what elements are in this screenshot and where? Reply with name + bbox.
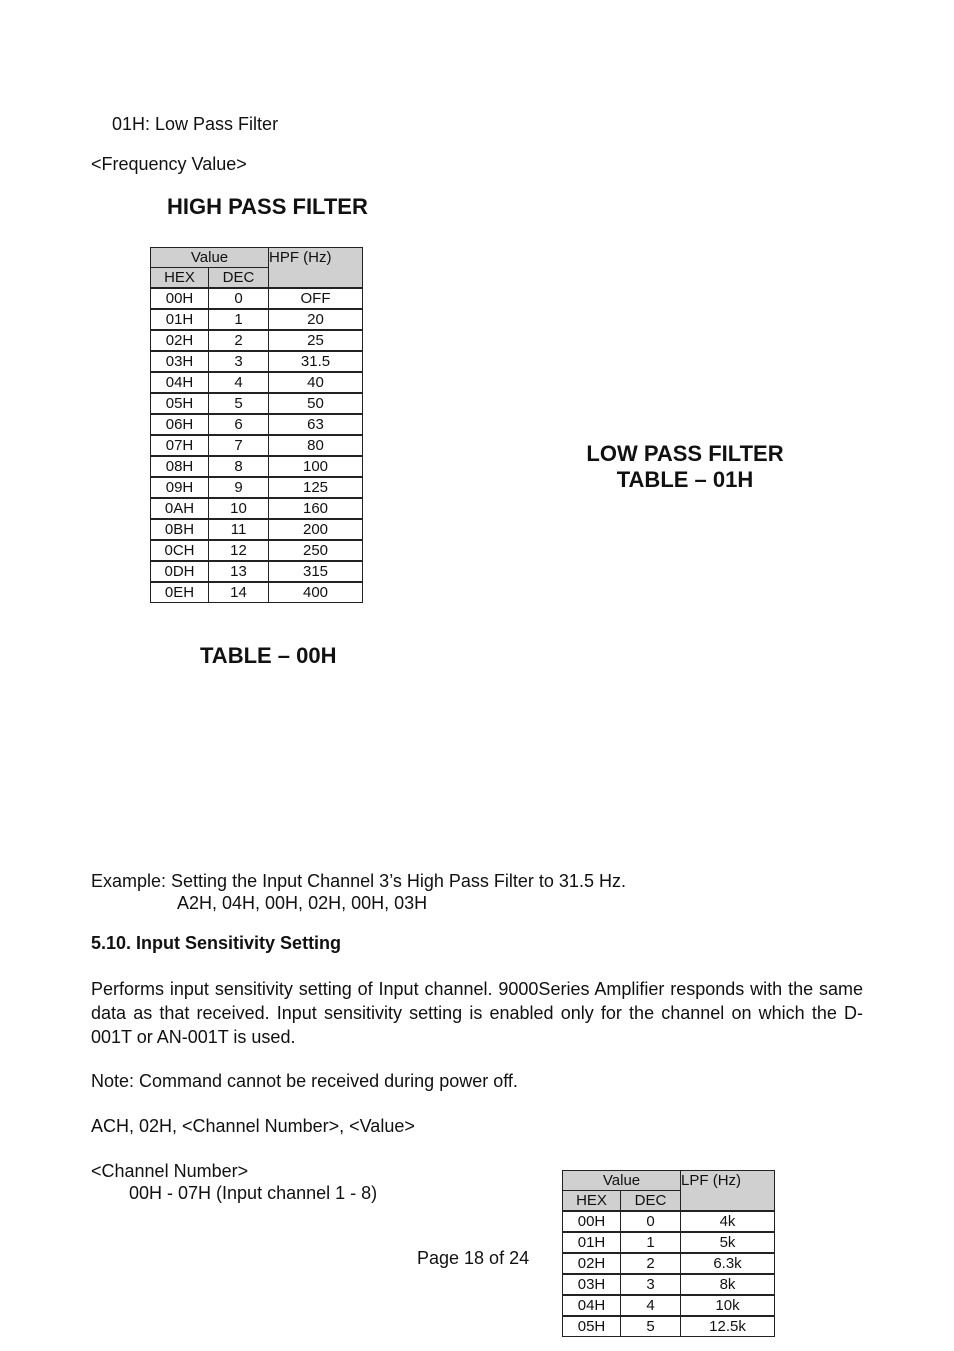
hpf-cell-hex: 07H bbox=[151, 435, 209, 456]
section-paragraph: Performs input sensitivity setting of Input channel. 9000Series Amplifier responds with the same data as that received. Input sensitivity setting is enabled only for the channel on which the D-001T or AN-001T is used. bbox=[91, 979, 863, 1047]
hpf-cell-dec: 12 bbox=[209, 540, 269, 561]
section-note: Note: Command cannot be received during power off. bbox=[91, 1071, 518, 1091]
hpf-cell-val: 200 bbox=[269, 519, 363, 540]
lpf-header-unit: LPF (Hz) bbox=[681, 1171, 775, 1212]
hpf-row bbox=[151, 435, 363, 456]
hpf-cell-val: 250 bbox=[269, 540, 363, 561]
lpf-cell-val: 12.5k bbox=[681, 1316, 775, 1337]
hpf-cell-dec: 2 bbox=[209, 330, 269, 351]
hpf-header-dec: DEC bbox=[209, 268, 269, 289]
hpf-cell-val: 20 bbox=[269, 309, 363, 330]
lpf-cell-dec: 1 bbox=[621, 1232, 681, 1253]
lpf-cell-dec: 2 bbox=[621, 1253, 681, 1274]
hpf-cell-hex: 08H bbox=[151, 456, 209, 477]
lpf-cell-val: 6.3k bbox=[681, 1253, 775, 1274]
hpf-cell-hex: 03H bbox=[151, 351, 209, 372]
hpf-header-value: Value bbox=[151, 248, 269, 268]
hpf-cell-hex: 09H bbox=[151, 477, 209, 498]
lpf-header-hex: HEX bbox=[563, 1191, 621, 1212]
hpf-cell-val: 31.5 bbox=[269, 351, 363, 372]
lpf-row bbox=[563, 1316, 775, 1337]
channel-number-range: 00H - 07H (Input channel 1 - 8) bbox=[129, 1183, 378, 1203]
hpf-cell-dec: 6 bbox=[209, 414, 269, 435]
lpf-cell-hex: 00H bbox=[563, 1211, 621, 1232]
hpf-cell-hex: 04H bbox=[151, 372, 209, 393]
lpf-cell-val: 4k bbox=[681, 1211, 775, 1232]
hpf-cell-dec: 8 bbox=[209, 456, 269, 477]
hpf-row bbox=[151, 561, 363, 582]
hpf-cell-val: 160 bbox=[269, 498, 363, 519]
hpf-row bbox=[151, 519, 363, 540]
hpf-row bbox=[151, 582, 363, 603]
hpf-cell-hex: 0DH bbox=[151, 561, 209, 582]
hpf-cell-val: 40 bbox=[269, 372, 363, 393]
hpf-cell-dec: 10 bbox=[209, 498, 269, 519]
hpf-cell-dec: 9 bbox=[209, 477, 269, 498]
hpf-cell-val: 50 bbox=[269, 393, 363, 414]
lpf-cell-val: 5k bbox=[681, 1232, 775, 1253]
lpf-cell-dec: 5 bbox=[621, 1316, 681, 1337]
hpf-cell-val: 400 bbox=[269, 582, 363, 603]
hpf-cell-hex: 06H bbox=[151, 414, 209, 435]
hpf-row bbox=[151, 351, 363, 372]
hpf-row bbox=[151, 309, 363, 330]
lpf-cell-hex: 01H bbox=[563, 1232, 621, 1253]
channel-number-label: <Channel Number> bbox=[91, 1161, 249, 1181]
hpf-cell-val: 125 bbox=[269, 477, 363, 498]
hpf-cell-hex: 0AH bbox=[151, 498, 209, 519]
lpf-header-value: Value bbox=[563, 1171, 681, 1191]
lpf-cell-hex: 02H bbox=[563, 1253, 621, 1274]
lpf-cell-val: 8k bbox=[681, 1274, 775, 1295]
hpf-cell-hex: 0CH bbox=[151, 540, 209, 561]
lpf-cell-dec: 0 bbox=[621, 1211, 681, 1232]
hpf-cell-val: 63 bbox=[269, 414, 363, 435]
hpf-row bbox=[151, 393, 363, 414]
page-number: Page 18 of 24 bbox=[417, 1248, 530, 1268]
hpf-table bbox=[150, 247, 363, 603]
hpf-cell-val: 80 bbox=[269, 435, 363, 456]
hpf-header-hex: HEX bbox=[151, 268, 209, 289]
lpf-row bbox=[563, 1274, 775, 1295]
hpf-cell-hex: 00H bbox=[151, 288, 209, 309]
hpf-cell-dec: 4 bbox=[209, 372, 269, 393]
lpf-header-dec: DEC bbox=[621, 1191, 681, 1212]
hpf-header-unit: HPF (Hz) bbox=[269, 248, 363, 289]
hpf-cell-dec: 14 bbox=[209, 582, 269, 603]
lpf-table bbox=[562, 1170, 775, 1337]
hpf-cell-hex: 0BH bbox=[151, 519, 209, 540]
hpf-cell-dec: 0 bbox=[209, 288, 269, 309]
hpf-cell-val: 315 bbox=[269, 561, 363, 582]
hpf-cell-dec: 3 bbox=[209, 351, 269, 372]
hpf-row bbox=[151, 456, 363, 477]
lpf-cell-hex: 04H bbox=[563, 1295, 621, 1316]
hpf-row bbox=[151, 477, 363, 498]
hpf-cell-val: 25 bbox=[269, 330, 363, 351]
lpf-row bbox=[563, 1211, 775, 1232]
lpf-cell-hex: 05H bbox=[563, 1316, 621, 1337]
lpf-row bbox=[563, 1232, 775, 1253]
hpf-row bbox=[151, 330, 363, 351]
lpf-cell-dec: 3 bbox=[621, 1274, 681, 1295]
lpf-cell-val: 10k bbox=[681, 1295, 775, 1316]
hpf-cell-dec: 5 bbox=[209, 393, 269, 414]
hpf-table-title: HIGH PASS FILTER bbox=[167, 194, 368, 219]
hpf-table-caption: TABLE – 00H bbox=[200, 643, 337, 668]
hpf-row bbox=[151, 540, 363, 561]
command-format: ACH, 02H, <Channel Number>, <Value> bbox=[91, 1116, 415, 1136]
hpf-cell-dec: 11 bbox=[209, 519, 269, 540]
lpf-cell-dec: 4 bbox=[621, 1295, 681, 1316]
lpf-row bbox=[563, 1295, 775, 1316]
lpf-table-caption: TABLE – 01H bbox=[616, 467, 754, 492]
hpf-row bbox=[151, 372, 363, 393]
hpf-cell-hex: 01H bbox=[151, 309, 209, 330]
hpf-cell-dec: 7 bbox=[209, 435, 269, 456]
hpf-row bbox=[151, 288, 363, 309]
hpf-row bbox=[151, 498, 363, 519]
lpf-row bbox=[563, 1253, 775, 1274]
hpf-cell-hex: 05H bbox=[151, 393, 209, 414]
hpf-cell-val: OFF bbox=[269, 288, 363, 309]
lpf-selector-label: 01H: Low Pass Filter bbox=[112, 114, 279, 134]
hpf-row bbox=[151, 414, 363, 435]
hpf-cell-dec: 13 bbox=[209, 561, 269, 582]
hpf-cell-dec: 1 bbox=[209, 309, 269, 330]
hpf-cell-hex: 0EH bbox=[151, 582, 209, 603]
example-line: Example: Setting the Input Channel 3’s High Pass Filter to 31.5 Hz. bbox=[91, 871, 626, 891]
lpf-table-title: LOW PASS FILTER bbox=[586, 441, 784, 466]
lpf-cell-hex: 03H bbox=[563, 1274, 621, 1295]
frequency-value-label: <Frequency Value> bbox=[91, 154, 247, 174]
section-heading: 5.10. Input Sensitivity Setting bbox=[91, 933, 342, 953]
hpf-cell-val: 100 bbox=[269, 456, 363, 477]
hpf-cell-hex: 02H bbox=[151, 330, 209, 351]
example-bytes: A2H, 04H, 00H, 02H, 00H, 03H bbox=[177, 893, 428, 913]
